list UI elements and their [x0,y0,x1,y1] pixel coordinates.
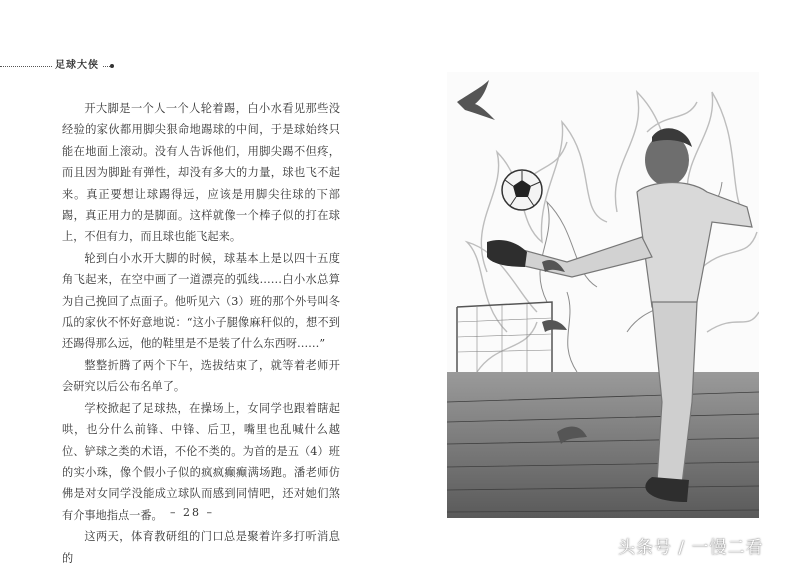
paragraph: 开大脚是一个人一个人轮着踢，白小水看见那些没经验的家伙都用脚尖狠命地踢球的中间，于是球始终只能在地面上滚动。没有人告诉他们，用脚尖踢不但疼，而且因为脚趾有弹性，却没有多大的力量，球也飞不起来。真正要想让球踢得远，应该是用脚尖往球的下部踢，真正用力的是脚面。这样就像一个棒子似的打在球上，不但有力，而且球也能飞起来。 [62,102,340,244]
pencil-illustration [447,72,759,518]
running-header: 足球大侠 [52,56,102,71]
paragraph: 这两天，体育教研组的门口总是聚着许多打听消息的 [62,530,340,565]
goal-net [457,302,552,372]
page-number: – 28 – [170,506,214,519]
football-kick-illustration [447,72,759,518]
flame-swirls [467,92,759,372]
paragraph: 轮到白小水开大脚的时候，球基本上是以四十五度角飞起来，在空中画了一道漂亮的弧线……白小水总算为自己挽回了点面子。他听见六（3）班的那个外号叫冬瓜的家伙不怀好意地说：“这小子腿像麻秆似的，想不到还踢得那么远，他的鞋里是不是装了什么东西呀……” [62,251,340,351]
paragraph: 学校掀起了足球热，在操场上，女同学也跟着瞎起哄，也分什么前锋、中锋、后卫，嘴里也乱喊什么越位、铲球之类的术语，不伦不类的。为首的是五（4）班的实小珠，像个假小子似的疯疯癫癫满场跑。潘老师仿佛是对女同学没能成立球队而感到同情吧，还对她们煞有介事地指点一番。 [62,401,340,522]
header-dot [110,64,114,68]
paragraph: 整整折腾了两个下午，选拔结束了，就等着老师开会研究以后公布名单了。 [62,358,340,394]
football [502,170,542,210]
watermark: 头条号 / 一慢二看 [618,538,764,558]
body-text [62,98,340,569]
